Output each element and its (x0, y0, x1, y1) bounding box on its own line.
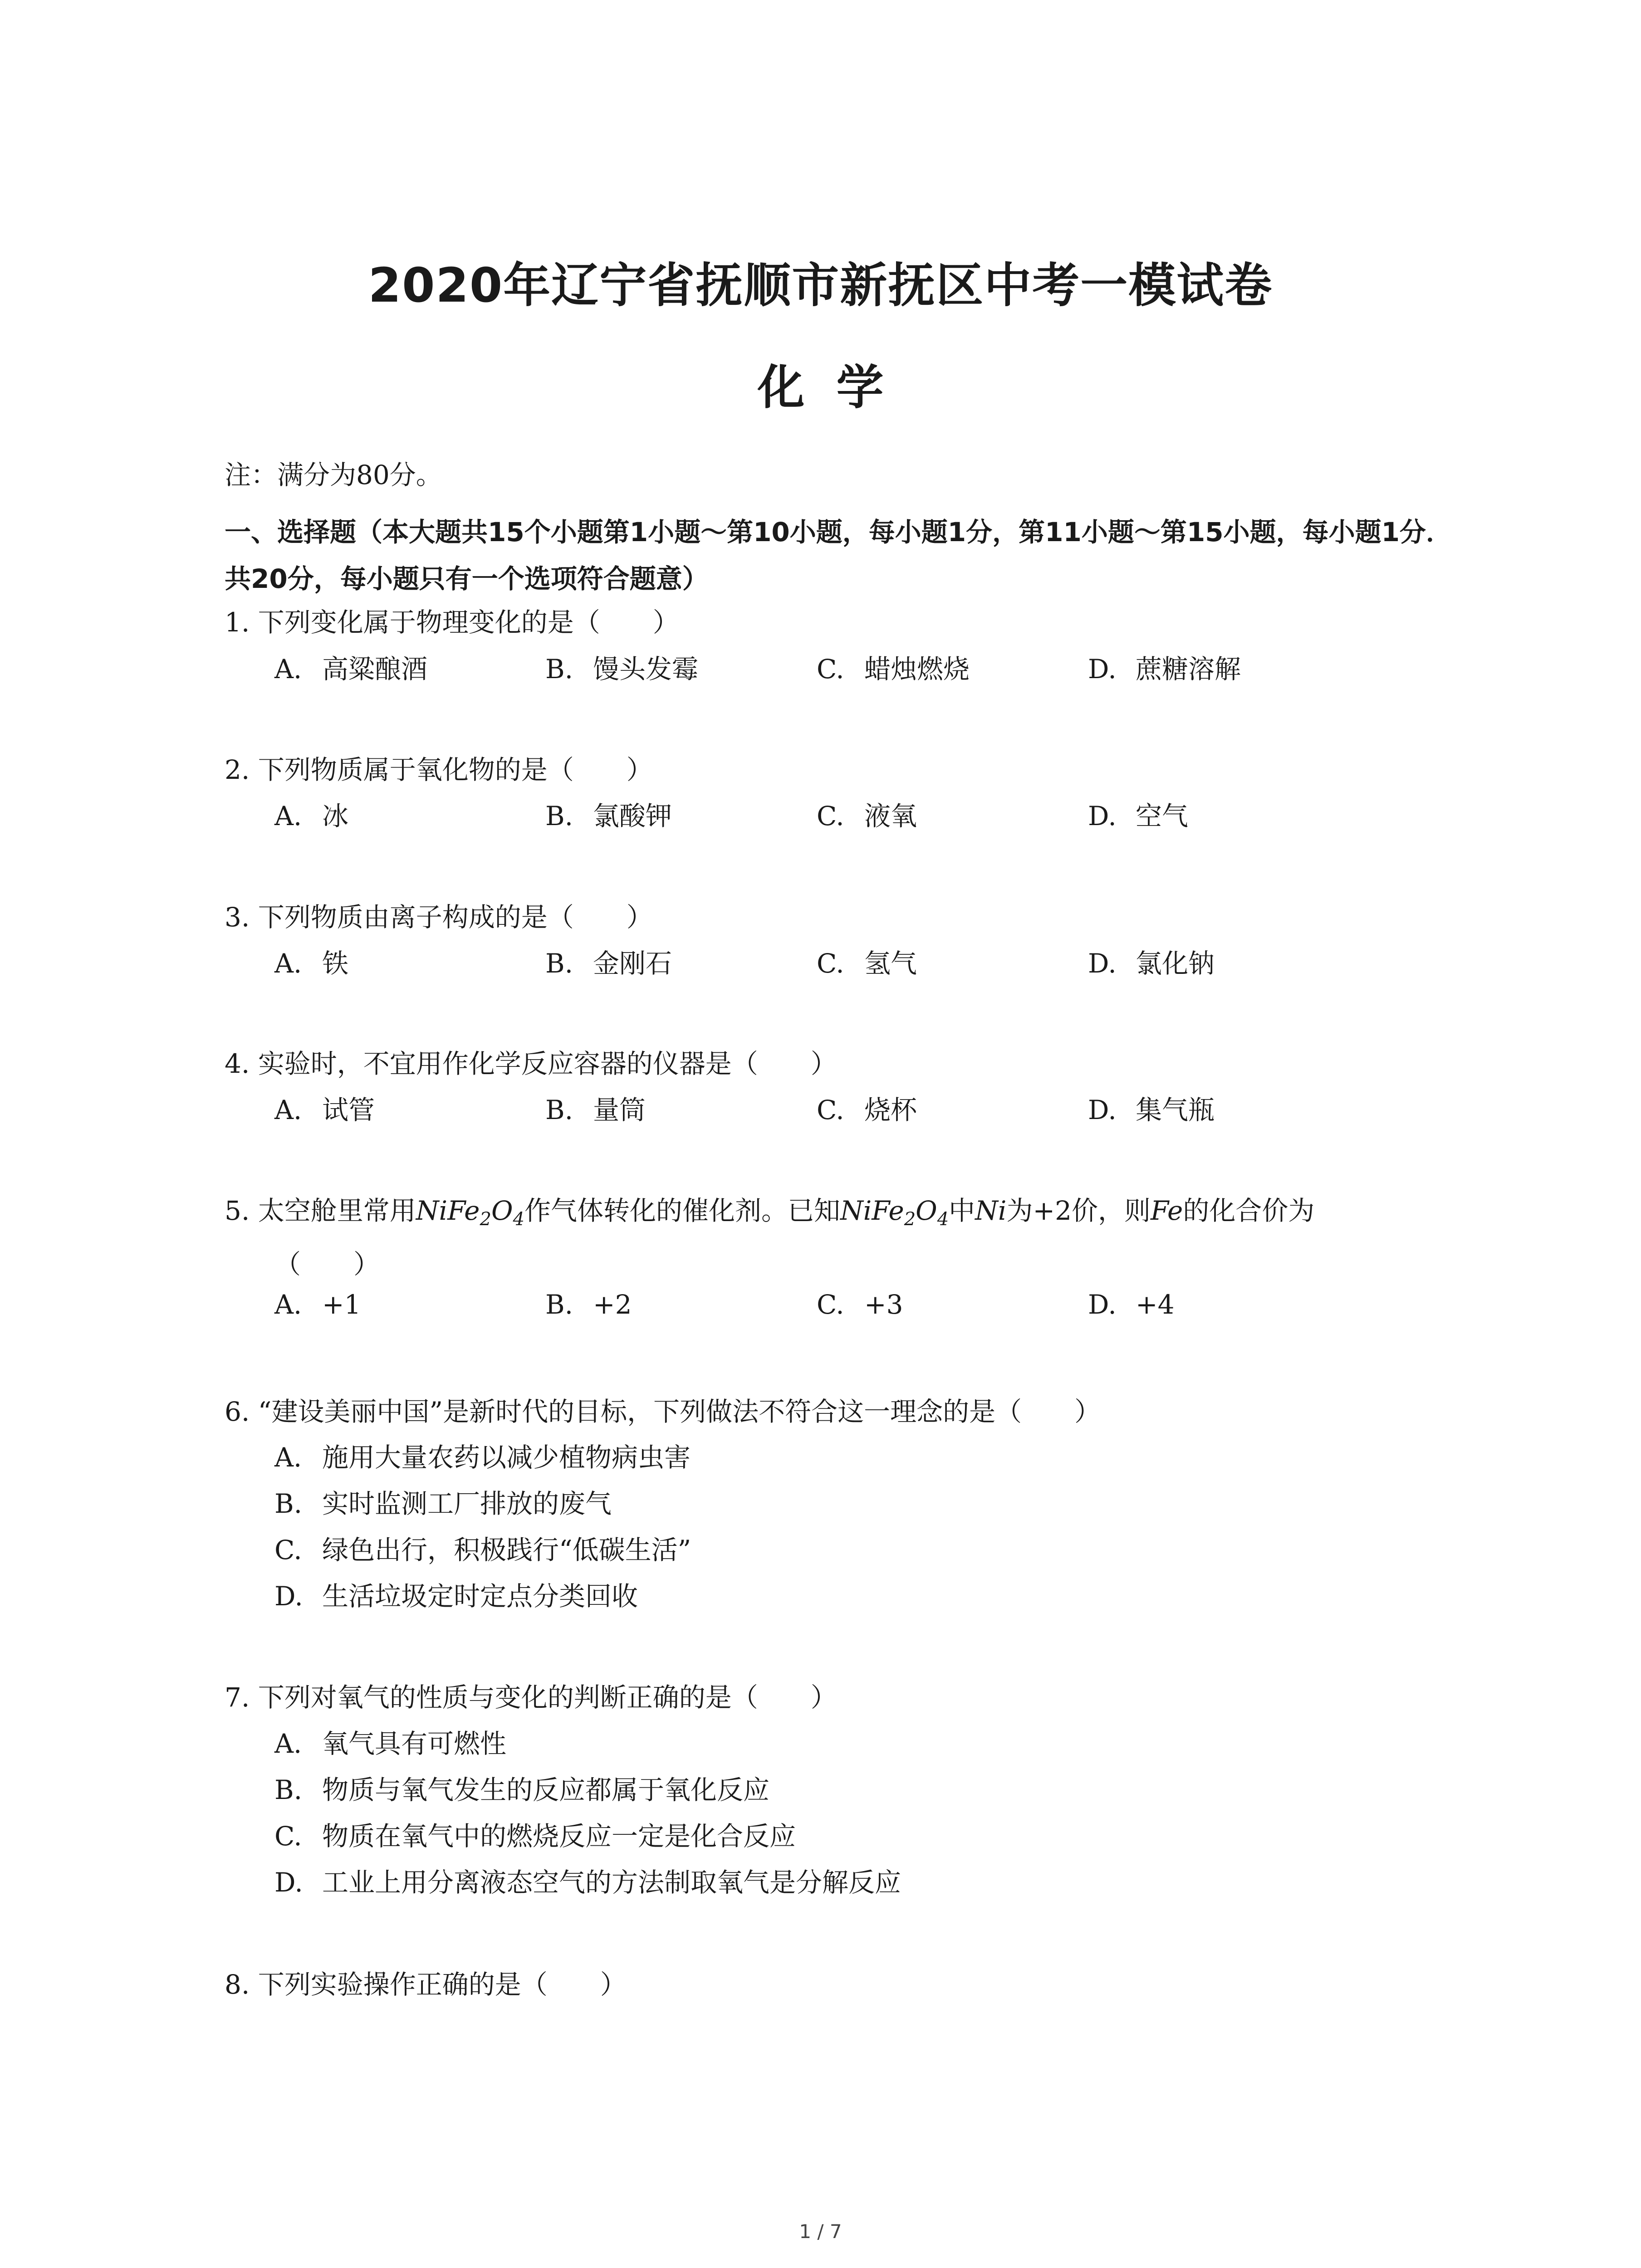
option-text: +4 (1136, 1289, 1175, 1320)
question-stem-text: 中 (949, 1195, 975, 1226)
option-d (274, 1575, 638, 1613)
option-letter: A. (274, 1728, 302, 1759)
question-number: 8. (225, 1969, 250, 2000)
question-stem-text: 作气体转化的催化剂。已知 (524, 1195, 840, 1226)
option-letter: A. (274, 1289, 302, 1320)
question-stem-text: 为+2价，则 (1006, 1195, 1151, 1226)
exam-title: 2020年辽宁省抚顺市新抚区中考一模试卷 (368, 258, 1273, 313)
question-number: 5. (225, 1195, 250, 1226)
question-stem: “建设美丽中国”是新时代的目标，下列做法不符合这一理念的是（ ） (258, 1396, 1101, 1427)
option-text: 蔗糖溶解 (1136, 654, 1241, 684)
question-stem: 下列物质属于氧化物的是（ ） (258, 754, 653, 785)
option-letter: C. (817, 1095, 844, 1125)
option-letter: D. (1088, 801, 1117, 831)
question-4 (225, 1042, 837, 1080)
question-2 (225, 748, 653, 787)
option-text: 试管 (322, 1095, 375, 1125)
option-d (1088, 648, 1241, 686)
question-7 (225, 1676, 837, 1714)
option-letter: D. (274, 1581, 303, 1612)
option-d (1088, 795, 1188, 833)
option-a (274, 942, 348, 980)
option-text: 物质在氧气中的燃烧反应一定是化合反应 (322, 1821, 796, 1852)
option-text: 生活垃圾定时定点分类回收 (322, 1581, 638, 1612)
question-stem: 下列对氧气的性质与变化的判断正确的是（ ） (258, 1682, 837, 1713)
option-letter: D. (1088, 1289, 1117, 1320)
option-c (817, 1289, 903, 1320)
question-8 (225, 1963, 627, 2001)
option-letter: A. (274, 948, 302, 979)
option-text: +3 (864, 1289, 903, 1320)
option-letter: C. (274, 1821, 302, 1852)
option-a (274, 1436, 691, 1474)
option-a (274, 795, 348, 833)
option-text: 金刚石 (593, 948, 672, 979)
formula-fe: Fe (1150, 1195, 1183, 1226)
option-letter: B. (545, 948, 573, 979)
option-text: 氯化钠 (1136, 948, 1215, 979)
option-text: 液氧 (864, 801, 917, 831)
option-text: 氢气 (864, 948, 917, 979)
option-text: 冰 (322, 801, 349, 831)
option-letter: D. (274, 1867, 303, 1898)
option-text: +1 (322, 1289, 361, 1320)
option-letter: A. (274, 1442, 302, 1473)
question-1 (225, 601, 679, 639)
question-stem: 下列变化属于物理变化的是（ ） (258, 607, 679, 638)
option-a (274, 1289, 361, 1320)
option-text: 氧气具有可燃性 (322, 1728, 507, 1759)
score-note: 注：满分为80分。 (225, 459, 442, 490)
question-stem: 下列实验操作正确的是（ ） (258, 1969, 627, 2000)
option-letter: B. (274, 1774, 303, 1805)
question-stem-text: 的化合价为 (1183, 1195, 1315, 1226)
option-text: 实时监测工厂排放的废气 (322, 1488, 612, 1519)
question-number: 7. (225, 1682, 250, 1713)
question-number: 3. (225, 902, 250, 933)
formula-nife2o4: $NiFe_2O_4$ (840, 1195, 949, 1230)
option-d (1088, 942, 1215, 980)
exam-subject: 化学 (757, 360, 916, 415)
option-letter: B. (545, 1095, 573, 1125)
option-text: 馒头发霉 (593, 654, 699, 684)
option-d (1088, 1289, 1175, 1320)
option-c (817, 942, 917, 980)
option-d (1088, 1089, 1215, 1127)
question-3 (225, 896, 653, 934)
question-number: 1. (225, 607, 250, 638)
question-stem: 下列物质由离子构成的是（ ） (258, 902, 653, 933)
question-5 (225, 1189, 1314, 1230)
option-c (817, 1089, 917, 1127)
option-text: 量筒 (593, 1095, 646, 1125)
option-b (545, 795, 672, 833)
option-letter: B. (545, 801, 573, 831)
option-letter: C. (817, 654, 844, 684)
option-letter: C. (817, 948, 844, 979)
option-text: 蜡烛燃烧 (864, 654, 970, 684)
option-a (274, 1089, 375, 1127)
section-heading: 一、选择题（本大题共15个小题第1小题～第10小题，每小题1分，第11小题～第15小题，每小题1分．共20分，每小题只有一个选项符合题意） (225, 517, 1452, 594)
option-text: 高粱酿酒 (322, 654, 428, 684)
question-number: 2. (225, 754, 250, 785)
option-letter: D. (1088, 1095, 1117, 1125)
option-text: 氯酸钾 (593, 801, 672, 831)
option-text: +2 (593, 1289, 632, 1320)
option-letter: D. (1088, 654, 1117, 684)
option-b (545, 1089, 646, 1127)
formula-ni: Ni (975, 1195, 1007, 1226)
option-c (817, 795, 917, 833)
option-letter: C. (274, 1535, 302, 1565)
question-number: 6. (225, 1396, 250, 1427)
option-text: 烧杯 (864, 1095, 917, 1125)
option-letter: A. (274, 1095, 302, 1125)
option-d (274, 1861, 901, 1899)
option-a (274, 1722, 506, 1760)
option-b (545, 648, 698, 686)
formula-nife2o4: $NiFe_2O_4$ (416, 1195, 524, 1230)
option-letter: A. (274, 654, 302, 684)
option-text: 施用大量农药以减少植物病虫害 (322, 1442, 691, 1473)
option-letter: B. (545, 1289, 573, 1320)
option-text: 绿色出行，积极践行“低碳生活” (322, 1535, 691, 1565)
option-a (274, 648, 427, 686)
option-letter: B. (274, 1488, 303, 1519)
option-b (274, 1769, 769, 1807)
option-c (817, 648, 970, 686)
question-number: 4. (225, 1048, 250, 1079)
option-letter: A. (274, 801, 302, 831)
option-b (545, 1289, 632, 1320)
option-text: 空气 (1136, 801, 1189, 831)
question-5-blank: （ ） (274, 1249, 380, 1280)
question-6 (225, 1390, 1101, 1428)
option-text: 集气瓶 (1136, 1095, 1215, 1125)
page-number: 1 / 7 (799, 2220, 842, 2243)
option-letter: C. (817, 801, 844, 831)
option-c (274, 1815, 796, 1853)
option-letter: B. (545, 654, 573, 684)
option-c (274, 1529, 691, 1567)
option-letter: D. (1088, 948, 1117, 979)
option-text: 铁 (322, 948, 349, 979)
question-stem: 实验时，不宜用作化学反应容器的仪器是（ ） (258, 1048, 837, 1079)
option-letter: C. (817, 1289, 844, 1320)
option-b (274, 1482, 612, 1520)
question-stem-text: 太空舱里常用 (258, 1195, 416, 1226)
option-text: 工业上用分离液态空气的方法制取氧气是分解反应 (322, 1867, 901, 1898)
option-b (545, 942, 672, 980)
option-text: 物质与氧气发生的反应都属于氧化反应 (322, 1774, 770, 1805)
